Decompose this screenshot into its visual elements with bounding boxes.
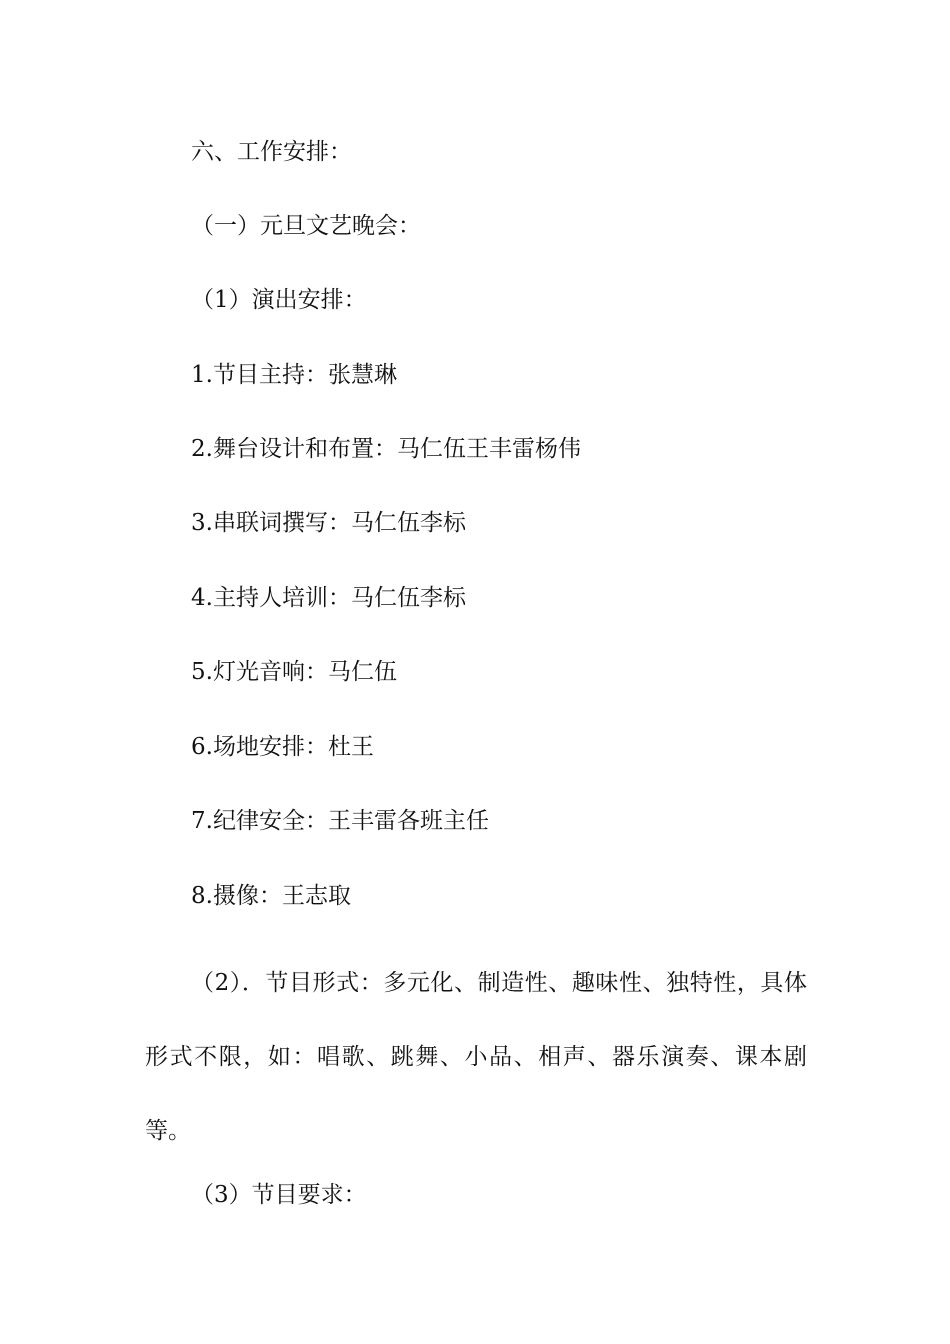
subsection-heading: （一）元旦文艺晚会： [191, 213, 421, 239]
list-item-stage-design: 2.舞台设计和布置：马仁伍王丰雷杨伟 [191, 436, 581, 462]
list-item-host: 1.节目主持：张慧琳 [191, 362, 397, 388]
list-item-host-training: 4.主持人培训：马仁伍李标 [191, 585, 466, 611]
list-item-lighting-sound: 5.灯光音响：马仁伍 [191, 659, 397, 685]
list-item-camera: 8.摄像：王志取 [191, 883, 351, 909]
program-form-paragraph: （2）．节目形式：多元化、制造性、趣味性、独特性，具体形式不限，如：唱歌、跳舞、小品、相声、器乐演奏、课本剧等。 [145, 970, 807, 1144]
section-heading: 六、工作安排： [191, 139, 352, 165]
performance-arrangement-heading: （1）演出安排： [191, 287, 367, 313]
list-item-script-writing: 3.串联词撰写：马仁伍李标 [191, 510, 466, 536]
list-item-discipline-safety: 7.纪律安全：王丰雷各班主任 [191, 808, 489, 834]
list-item-venue: 6.场地安排：杜王 [191, 734, 374, 760]
program-requirements-heading: （3）节目要求： [191, 1182, 367, 1208]
